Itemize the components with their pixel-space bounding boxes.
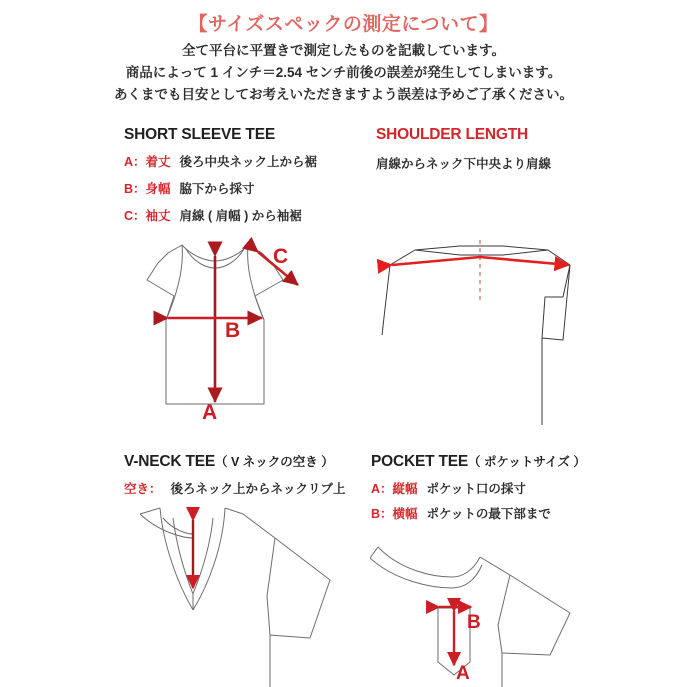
section-title-shoulder-length: SHOULDER LENGTH — [376, 126, 529, 143]
section-title-pocket-sub: （ ポケットサイズ ） — [468, 455, 586, 469]
section-title-short-sleeve: SHORT SLEEVE TEE — [124, 126, 275, 143]
legend-row-a-pocket — [371, 481, 526, 497]
legend-row-c-short-sleeve — [124, 208, 302, 224]
legend-key: 空き： — [124, 482, 162, 496]
legend-value: 後ろネック上からネックリブ上 — [170, 482, 346, 496]
section-title-vneck-main: V-NECK TEE — [124, 453, 216, 470]
legend-key: B：身幅 — [124, 182, 171, 196]
header-line-2: 商品によって 1 インチ＝2.54 センチ前後の誤差が発生してしまいます。 — [125, 65, 562, 80]
legend-key: A：縦幅 — [371, 482, 418, 496]
section-title-vneck-sub: （ V ネックの空き ） — [215, 455, 334, 469]
measure-label-c: C — [273, 245, 289, 268]
section-title-pocket — [371, 452, 586, 471]
header-line-3: あくまでも目安としてお考えいただきますよう誤差は予めご了承ください。 — [114, 87, 573, 102]
measure-label-a: A — [202, 401, 218, 424]
legend-key: C：袖丈 — [124, 209, 171, 223]
shoulder-length-note: 肩線からネック下中央より肩線 — [376, 157, 552, 171]
legend-value: ポケットの最下部まで — [426, 507, 551, 521]
measure-label-b: B — [225, 319, 241, 342]
section-title-vneck — [124, 452, 334, 471]
page-title: 【サイズスペックの測定について】 — [188, 14, 499, 35]
header-block — [0, 10, 687, 106]
legend-value: 肩線 ( 肩幅 ) から袖裾 — [179, 209, 302, 223]
legend-value: 脇下から採寸 — [179, 182, 255, 196]
legend-row-b-short-sleeve — [124, 181, 255, 197]
figure-short-sleeve-tee — [110, 230, 320, 430]
measure-label-pocket-a: A — [456, 663, 470, 684]
measure-arrow-shoulder — [392, 257, 569, 265]
measure-label-pocket-b: B — [467, 612, 481, 633]
legend-row-vneck — [124, 481, 346, 497]
header-line-1: 全て平台に平置きで測定したものを記載しています。 — [182, 43, 505, 58]
legend-row-b-pocket — [371, 506, 551, 522]
figure-pocket-tee — [370, 525, 600, 687]
figure-shoulder-length — [370, 225, 590, 425]
legend-value: 後ろ中央ネック上から裾 — [179, 155, 318, 169]
legend-key: B：横幅 — [371, 507, 418, 521]
section-title-pocket-main: POCKET TEE — [371, 453, 469, 470]
legend-key: A：着丈 — [124, 155, 171, 169]
legend-value: ポケット口の採寸 — [426, 482, 526, 496]
legend-row-a-short-sleeve — [124, 154, 317, 170]
figure-vneck-tee — [115, 498, 340, 687]
